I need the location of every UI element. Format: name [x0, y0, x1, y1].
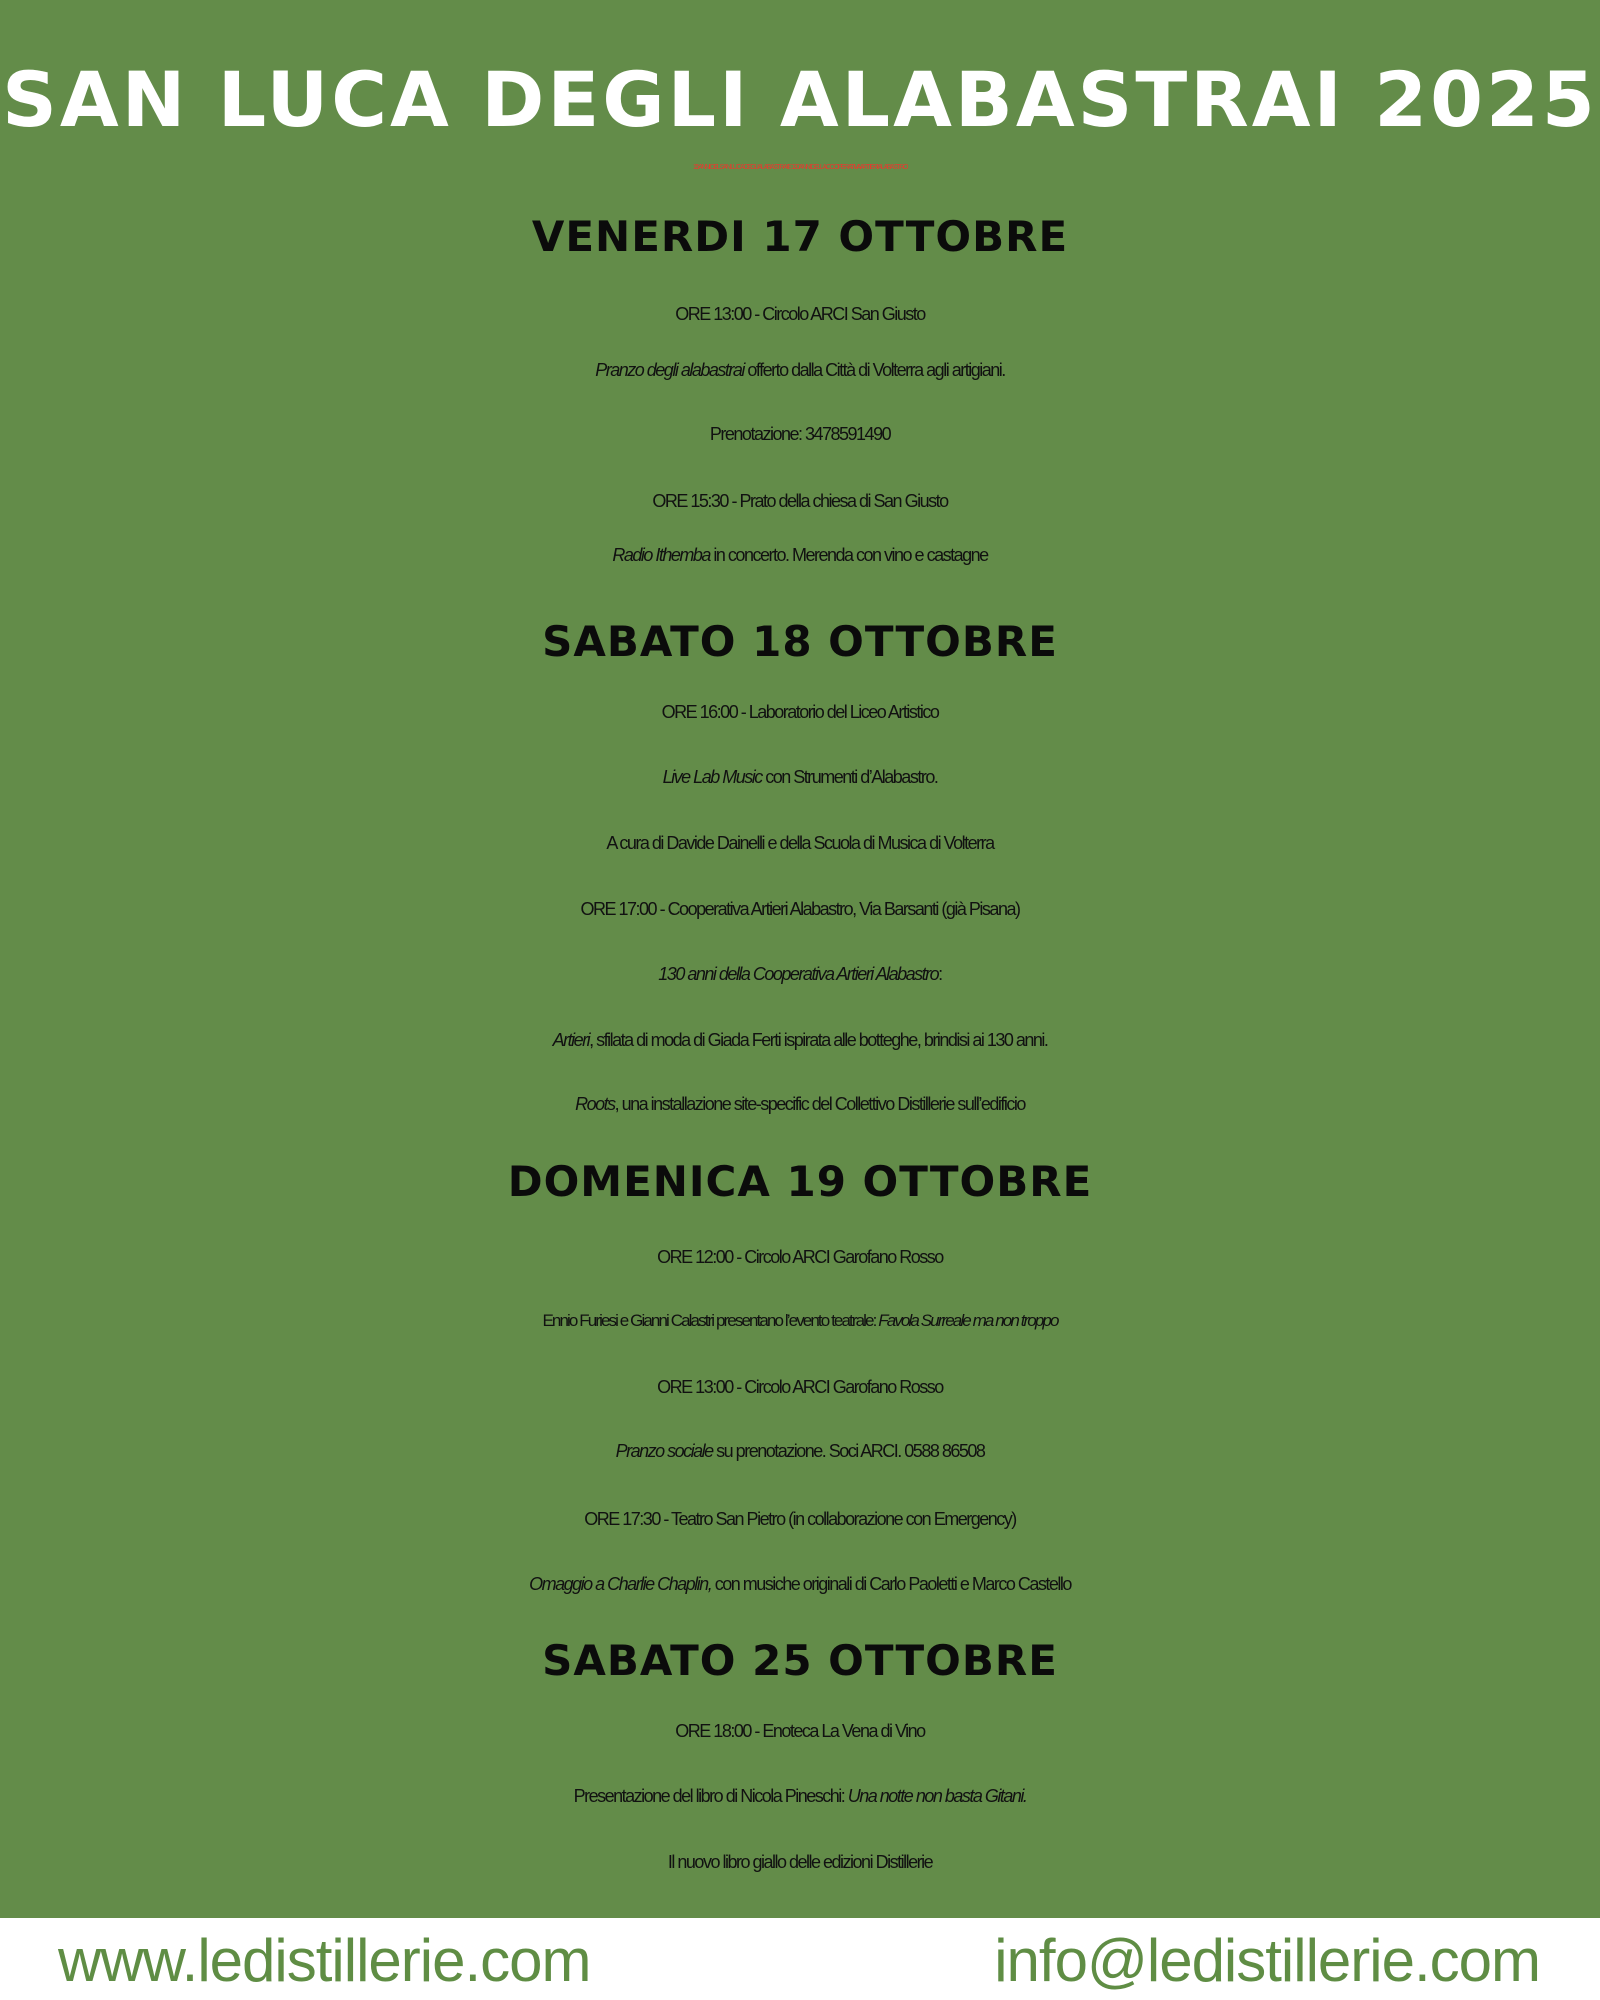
event-line: Live Lab Music con Strumenti d’Alabastro. — [662, 767, 938, 787]
event-line: Ennio Furiesi e Gianni Calastri presentano l’evento teatrale: Favola Surreale ma non troppo — [542, 1311, 1058, 1330]
event-line: ORE 13:00 - Circolo ARCI San Giusto — [675, 304, 925, 324]
event-line: Presentazione del libro di Nicola Pineschi: Una notte non basta Gitani. — [573, 1786, 1027, 1806]
event-line: Pranzo degli alabastrai offerto dalla Città di Volterra agli artigiani. — [595, 360, 1005, 380]
day-heading-sabato-18: SABATO 18 OTTOBRE — [542, 617, 1058, 666]
event-line: ORE 12:00 - Circolo ARCI Garofano Rosso — [657, 1247, 943, 1267]
email-link[interactable]: info@ledistillerie.com — [994, 1927, 1540, 1994]
event-line: A cura di Davide Dainelli e della Scuola di Musica di Volterra — [606, 833, 994, 853]
footer-bar — [0, 1918, 1600, 2000]
website-link[interactable]: www.ledistillerie.com — [58, 1927, 591, 1994]
day-heading-sabato-25: SABATO 25 OTTOBRE — [542, 1636, 1058, 1685]
event-line: 130 anni della Cooperativa Artieri Alabastro: — [658, 964, 942, 984]
event-line: Omaggio a Charlie Chaplin, con musiche originali di Carlo Paoletti e Marco Castello — [529, 1574, 1071, 1594]
event-line: ORE 13:00 - Circolo ARCI Garofano Rosso — [657, 1377, 943, 1397]
event-line: ORE 16:00 - Laboratorio del Liceo Artistico — [661, 702, 939, 722]
poster-title: SAN LUCA DEGLI ALABASTRAI 2025 — [2, 55, 1598, 144]
day-heading-venerdi-17: VENERDI 17 OTTOBRE — [531, 212, 1069, 261]
event-line: Pranzo sociale su prenotazione. Soci ARCI. 0588 86508 — [615, 1441, 985, 1461]
event-line: ORE 17:30 - Teatro San Pietro (in collaborazione con Emergency) — [584, 1509, 1016, 1529]
event-line: Artieri, sfilata di moda di Giada Ferti ispirata alle botteghe, brindisi ai 130 anni. — [552, 1030, 1048, 1050]
event-line: Roots, una installazione site-specific del Collettivo Distillerie sull’edificio — [575, 1094, 1025, 1114]
event-line: ORE 17:00 - Cooperativa Artieri Alabastro, Via Barsanti (già Pisana) — [580, 899, 1020, 919]
day-heading-domenica-19: DOMENICA 19 OTTOBRE — [507, 1157, 1093, 1206]
event-line: Il nuovo libro giallo delle edizioni Distillerie — [667, 1852, 933, 1872]
event-line: Radio Ithemba in concerto. Merenda con vino e castagne — [612, 545, 988, 565]
event-line: ORE 18:00 - Enoteca La Vena di Vino — [675, 1721, 925, 1741]
event-line: ORE 15:30 - Prato della chiesa di San Giusto — [652, 491, 948, 511]
poster-subtitle: 15 ANNI DEL SAN LUCA DEGLI ALABASTRAI E 130 ANNI DELLA COOPERATIVA ARTIERI ALABASTRO — [693, 164, 907, 171]
event-line: Prenotazione: 3478591490 — [709, 424, 891, 444]
